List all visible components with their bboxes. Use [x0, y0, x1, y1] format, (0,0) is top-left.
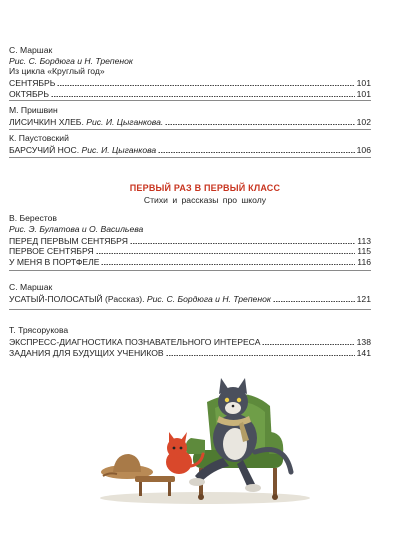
toc-row[interactable]	[9, 88, 371, 99]
dot-leader	[166, 355, 355, 356]
toc-row-title: ЭКСПРЕСС-ДИАГНОСТИКА ПОЗНАВАТЕЛЬНОГО ИНТЕРЕСА	[9, 337, 261, 348]
page-number: 121	[356, 294, 371, 305]
toc-row[interactable]	[9, 256, 371, 267]
divider	[9, 157, 371, 158]
toc-row[interactable]	[9, 145, 371, 156]
toc-row-title-text: УСАТЫЙ-ПОЛОСАТЫЙ (Рассказ).	[9, 294, 145, 305]
toc-entry-marshak-2	[9, 283, 371, 304]
page-number: 101	[356, 78, 371, 89]
toc-row-illustrator: Рис. С. Бордюга и Н. Трепенок	[146, 294, 271, 305]
ground-shadow	[100, 492, 310, 504]
author-name: М. Пришвин	[9, 105, 58, 115]
toc-entry-tryasorukova	[9, 326, 371, 358]
toc-row-title: ЗАДАНИЯ ДЛЯ БУДУЩИХ УЧЕНИКОВ	[9, 347, 164, 358]
toc-row-title: СЕНТЯБРЬ	[9, 78, 56, 89]
page-number: 102	[356, 117, 371, 128]
dot-leader	[96, 253, 356, 254]
toc-entry-marshak-1	[9, 46, 371, 99]
toc-row[interactable]	[9, 235, 371, 246]
illustrator-line: Рис. Э. Булатова и О. Васильева	[9, 223, 144, 234]
toc-row[interactable]	[9, 347, 371, 358]
author-name: В. Берестов	[9, 213, 57, 223]
cat-armchair-illustration	[95, 372, 315, 507]
divider	[9, 129, 371, 130]
page-number: 101	[356, 88, 371, 99]
author-name: Т. Трясорукова	[9, 325, 69, 335]
toc-entry-prishvin	[9, 106, 371, 127]
toc-row-title: ПЕРВОЕ СЕНТЯБРЯ	[9, 246, 94, 257]
page-number: 138	[356, 337, 371, 348]
toc-row[interactable]	[9, 78, 371, 89]
dot-leader	[51, 96, 355, 97]
toc-row[interactable]	[9, 337, 371, 348]
author-name: С. Маршак	[9, 282, 53, 292]
toc-row-illustrator: Рис. И. Цыганкова	[81, 145, 157, 156]
toc-row-title	[9, 118, 163, 127]
dot-leader	[273, 301, 355, 302]
toc-row-title-text: ЛИСИЧКИН ХЛЕБ.	[9, 117, 84, 128]
page-number: 141	[356, 347, 371, 358]
toc-row-title: У МЕНЯ В ПОРТФЕЛЕ	[9, 256, 100, 267]
toc-row[interactable]	[9, 246, 371, 257]
toc-row-illustrator: Рис. И. Цыганкова.	[86, 117, 164, 128]
dot-leader	[158, 152, 354, 153]
dot-leader	[57, 85, 354, 86]
toc-row[interactable]	[9, 117, 371, 128]
toc-row-title	[9, 295, 271, 304]
toc-row[interactable]	[9, 294, 371, 305]
toc-row-title	[9, 146, 156, 155]
section-title: ПЕРВЫЙ РАЗ В ПЕРВЫЙ КЛАСС	[129, 183, 281, 193]
author-name: С. Маршак	[9, 45, 53, 55]
illustrator-line: Рис. С. Бордюга и Н. Трепенок	[9, 55, 133, 66]
toc-row-title-text: БАРСУЧИЙ НОС.	[9, 145, 80, 156]
hat-icon	[101, 454, 153, 479]
author-name: К. Паустовский	[9, 133, 69, 143]
divider	[9, 309, 371, 310]
page-number: 113	[357, 235, 371, 246]
toc-entry-berestov	[9, 214, 371, 267]
toc-row-title: ОКТЯБРЬ	[9, 88, 49, 99]
section-subtitle: Стихи и рассказы про школу	[143, 195, 267, 205]
divider	[9, 100, 371, 101]
dot-leader	[101, 264, 355, 265]
divider	[9, 270, 371, 271]
page-number: 115	[357, 246, 371, 257]
page-number: 116	[357, 256, 371, 267]
page-number: 106	[356, 145, 371, 156]
dot-leader	[165, 124, 354, 125]
dot-leader	[130, 243, 355, 244]
toc-entry-paustovsky	[9, 134, 371, 155]
toc-row-title: ПЕРЕД ПЕРВЫМ СЕНТЯБРЯ	[9, 235, 128, 246]
cycle-line: Из цикла «Круглый год»	[9, 66, 105, 76]
dot-leader	[262, 344, 354, 345]
